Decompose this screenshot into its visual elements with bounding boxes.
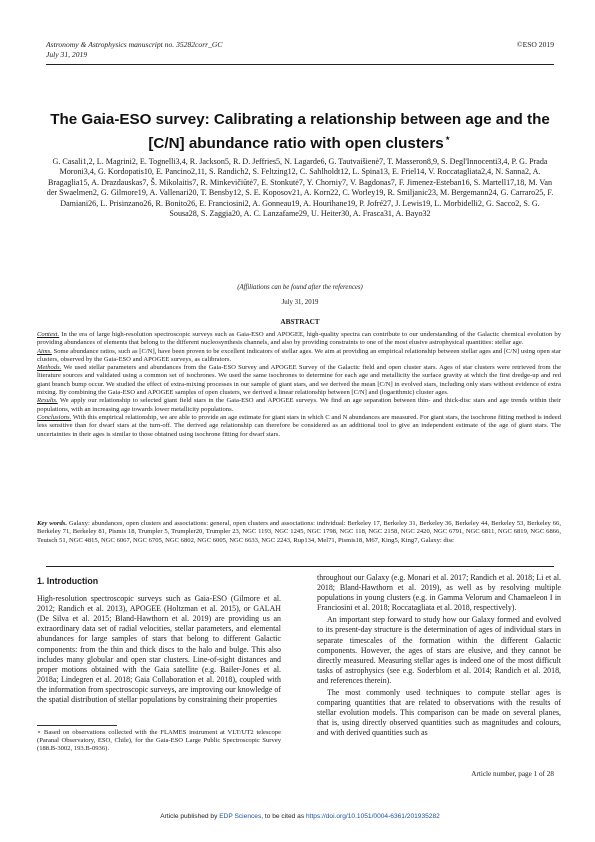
body-paragraph: High-resolution spectroscopic surveys such as Gaia-ESO (Gilmore et al. 2012; Randich et al. 2013), APOGEE (Holtzman et al. 2015), or GALAH (De Silva et al. 2015; Bland-Hawthorn et al. 2019) are providing us an extraordinary data set of radial velocities, stellar parameters, and elemental abundances for large samples of stars that belong to different Galactic components: from the thin and thick discs to the halo and bulge. This also includes many globular and open star clusters. Line-of-sight distances and proper motions obtained with the Gaia satellite (e.g. Bailer-Jones et al. 2018a; Lindegren et al. 2018; Gaia Collaboration et al. 2018), coupled with the information from spectroscopic surveys, are improving our knowledge of the spatial distribution of stellar populations by constraining their properties	[37, 594, 281, 705]
abstract-text: Some abundance ratios, such as [C/N], have been proven to be excellent indicators of stellar ages. We aim at providing an empirical relationship between stellar ages and [C/N] using open star clusters, observed by the Gaia-ESO and APOGEE surveys, as calibrators.	[37, 347, 561, 363]
abstract-label: Methods.	[37, 364, 62, 372]
abstract-label: Context.	[37, 331, 60, 338]
header-rule	[46, 64, 554, 65]
paper-title	[40, 110, 560, 153]
journal-line: Astronomy & Astrophysics manuscript no. 35282corr_GC	[46, 40, 223, 49]
footnote: ⋆ Based on observations collected with the FLAMES instrument at VLT/UT2 telescope (Paranal Observatory, ESO, Chile), for the Gaia-ESO Large Public Spectroscopic Survey (188.B-3002, 193.B-0936).	[37, 729, 281, 753]
abstract-conclusions	[37, 414, 561, 439]
abstract	[37, 331, 561, 439]
publisher-middle: , to be cited as	[261, 813, 306, 820]
publisher-line	[46, 813, 554, 820]
received-date: July 31, 2019	[281, 299, 319, 306]
body-paragraph: An important step forward to study how our Galaxy formed and evolved to its present-day structure is the determination of ages of individual stars in separate timescales of the formation within the different Galactic components. However, the ages of stars are elusive, and they cannot be directly measured. Measuring stellar ages is indeed one of the most difficult tasks of astrophysics (see e.g. Soderblom et al. 2014; Randich et al. 2018, and references therein).	[317, 615, 561, 685]
abstract-methods	[37, 364, 561, 397]
abstract-text: We used stellar parameters and abundances from the Gaia-ESO Survey and APOGEE Survey of the Galactic field and open cluster stars. Ages of star clusters were retrieved from the literature sources and validated using a common set of isochrones. We used the same isochrones to determine for each age and metallicity the surface gravity at which the first dredge-up and red giant branch bump occur. We studied the effect of extra-mixing processes in our sample of giant stars, and we derived the mean [C/N] in evolved stars, including only stars without evidence of extra mixing. By combining the Gaia-ESO and APOGEE samples of open clusters, we derived a linear relationship between [C/N] and (logarithmic) cluster ages.	[37, 364, 561, 397]
page-number: Article number, page 1 of 28	[471, 770, 554, 778]
keywords-label: Key words.	[37, 520, 67, 527]
abstract-label: Conclusions.	[37, 413, 72, 421]
author-list: G. Casali1,2, L. Magrini2, E. Tognelli3,4, R. Jackson5, R. D. Jeffries5, N. Lagarde6, G. Tautvaišienė7, T. Masseron8,9, S. Degl'Innocenti3,4, P. G. Prada Moroni3,4, G. Kordopatis10, E. Pancino2,11, S. Randich2, S. Feltzing12, C. Sahlholdt12, L. Spina13, E. Friel14, V. Roccatagliata2,4, N. Sanna2, A. Bragaglia15, A. Drazdauskas7, Š. Mikolaitis7, R. Minkevičiūtė7, E. Stonkutė7, Y. Chorniy7, V. Bagdonas7, F. Jimenez-Esteban16, S. Martell17,18, M. Van der Swaelmen2, G. Gilmore19, A. Vallenari20, T. Bensby12, S. E. Koposov21, A. Korn22, C. Worley19, R. Smiljanic23, M. Bergemann24, G. Carraro25, F. Damiani26, L. Prisinzano26, R. Bonito26, E. Franciosini2, A. Gonneau19, A. Hourihane19, P. Jofré27, J. Lewis19, L. Morbidelli2, G. Sacco2, S. G. Sousa28, S. Zaggia20, A. C. Lanzafame29, U. Heiter30, A. Frasca31, A. Bayo32	[46, 157, 554, 219]
keywords-text: Galaxy: abundances, open clusters and associations: general, open clusters and associations: individual: Berkeley 17, Berkeley 31, Berkeley 36, Berkeley 44, Berkeley 53, Berkeley 66, Berkeley 71, Berkeley 81, Pismis 18, Trumpler 5, Trumpler20, Trumpler 23, NGC 1193, NGC 1245, NGC 1798, NGC 118, NGC 2158, NGC 2420, NGC 6791, NGC 6811, NGC 6819, NGC 6866, Teutsch 51, NGC 4815, NGC 6067, NGC 6705, NGC 6802, NGC 6005, NGC 6633, NGC 2243, Rup134, Mel71, Pismis18, M67, King5, King7, Galaxy: disc	[37, 520, 562, 544]
section-heading: 1. Introduction	[37, 576, 99, 586]
publisher-prefix: Article published by	[160, 813, 220, 820]
body-paragraph: throughout our Galaxy (e.g. Monari et al. 2017; Randich et al. 2018; Li et al. 2018; Bland-Hawthorn et al. 2019), as well as by resolving multiple populations in young clusters (e.g. in Gamma Velorum and Chamaeleon I in Franciosini et al. 2018; Roccatagliata et al. 2018, respectively).	[317, 573, 561, 613]
abstract-heading: ABSTRACT	[280, 318, 320, 326]
body-paragraph: The most commonly used techniques to compute stellar ages is comparing quantities that are related to observations with the results of stellar evolution models. This comparison can be made on several planes, that is, using directly observed quantities such as magnitudes and colours, and with derived quantities such as	[317, 688, 561, 738]
right-column	[317, 573, 561, 739]
header-date: July 31, 2019	[46, 50, 88, 59]
title-footnote-mark: ⋆	[443, 131, 452, 145]
abstract-label: Results.	[37, 397, 58, 405]
keywords	[37, 520, 561, 545]
abstract-text: With this empirical relationship, we are able to provide an age estimate for giant stars in which C and N abundances are measured. For giant stars, the isochrone fitting method is indeed less sensitive than for dwarf stars at the turn-off. The derived age relationship can therefore be considered as an additional tool to give an independent estimate of the age of giant stars. The uncertainties in their ages is similar to those obtained using isochrone fitting for dwarf stars.	[37, 413, 561, 438]
abstract-aims	[37, 348, 561, 365]
abstract-rule	[46, 566, 554, 567]
footnote-rule	[37, 725, 117, 726]
abstract-text: In the era of large high-resolution spectroscopic surveys such as Gaia-ESO and APOGEE, high-quality spectra can contribute to our understanding of the Galactic chemical evolution by providing abundances of elements that belong to the different nucleosynthesis channels, and also by providing constraints to one of the most elusive astrophysical quantities: stellar age.	[37, 331, 561, 347]
abstract-text: We apply our relationship to selected giant field stars in the Gaia-ESO and APOGEE surveys. We find an age separation between thin- and thick-disc stars and age trends within their populations, with an increasing age towards lower metallicity populations.	[37, 397, 561, 413]
abstract-results	[37, 397, 561, 414]
running-header	[46, 40, 554, 60]
left-column	[37, 576, 281, 705]
doi-link[interactable]: https://doi.org/10.1051/0004-6361/201935282	[305, 813, 440, 820]
copyright: ©ESO 2019	[516, 40, 554, 49]
publisher-link[interactable]: EDP Sciences	[219, 813, 262, 820]
abstract-context	[37, 331, 561, 348]
title-text: The Gaia-ESO survey: Calibrating a relationship between age and the [C/N] abundance ratio with open clusters	[50, 111, 550, 153]
affiliations-note: (Affiliations can be found after the references)	[237, 284, 363, 291]
abstract-label: Aims.	[37, 347, 52, 355]
